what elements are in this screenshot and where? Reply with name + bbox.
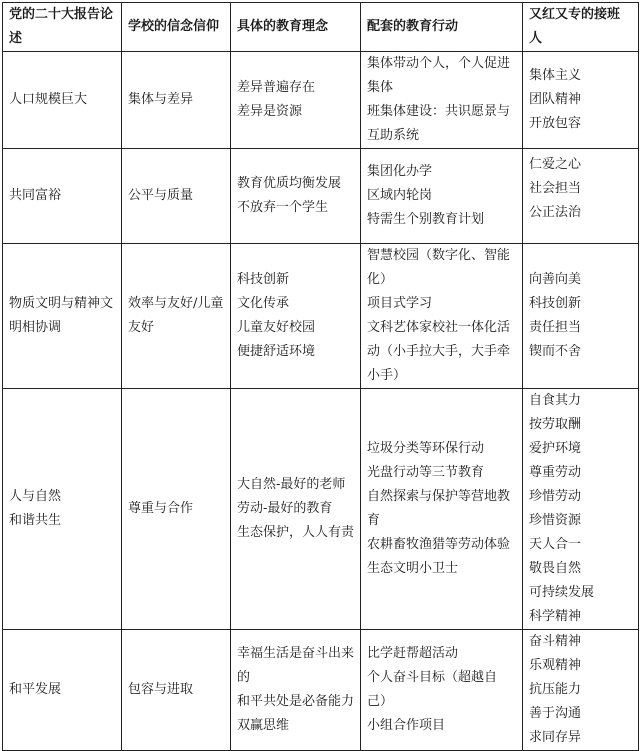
cell-successors xyxy=(523,389,639,630)
header-actions: 配套的教育行动 xyxy=(361,3,523,52)
idea-line: 儿童友好校园 xyxy=(237,320,316,335)
header-row xyxy=(3,3,639,52)
idea-line: 科技创新 xyxy=(237,272,290,287)
idea-line: 差异是资源 xyxy=(237,104,303,119)
cell-actions xyxy=(361,630,523,751)
successor-line: 爱护环境 xyxy=(529,441,582,456)
cell-ideas xyxy=(231,389,361,630)
cell-report xyxy=(3,389,122,630)
cell-actions xyxy=(361,389,523,630)
successor-line: 求同存异 xyxy=(529,730,582,745)
cell-successors xyxy=(523,244,639,389)
action-line: 农耕畜牧渔猎等劳动体验 xyxy=(367,537,511,552)
successor-line: 天人合一 xyxy=(529,537,582,552)
successor-line: 抗压能力 xyxy=(529,682,582,697)
cell-successors xyxy=(523,630,639,751)
idea-line: 教育优质均衡发展 xyxy=(237,176,342,191)
idea-line: 便捷舒适环境 xyxy=(237,344,316,359)
action-line: 集团化办学 xyxy=(367,164,433,179)
cell-belief: 尊重与合作 xyxy=(122,389,231,630)
cell-ideas xyxy=(231,244,361,389)
successor-line: 珍惜劳动 xyxy=(529,489,582,504)
table-row xyxy=(3,244,639,389)
cell-ideas xyxy=(231,149,361,244)
table-row xyxy=(3,52,639,149)
successor-line: 向善向美 xyxy=(529,272,582,287)
successor-line: 善于沟通 xyxy=(529,706,582,721)
successor-line: 自食其力 xyxy=(529,393,582,408)
cell-belief: 包容与进取 xyxy=(122,630,231,751)
cell-belief: 集体与差异 xyxy=(122,52,231,149)
successor-line: 乐观精神 xyxy=(529,658,582,673)
header-belief: 学校的信念信仰 xyxy=(122,3,231,52)
cell-belief: 效率与友好/儿童友好 xyxy=(122,244,231,389)
action-line: 自然探索与保护等营地教育 xyxy=(367,489,511,528)
successor-line: 科技创新 xyxy=(529,296,582,311)
table-row xyxy=(3,630,639,751)
cell-ideas xyxy=(231,52,361,149)
cell-report: 和平发展 xyxy=(3,630,122,751)
successor-line: 锲而不舍 xyxy=(529,344,582,359)
cell-actions xyxy=(361,244,523,389)
action-line: 区域内轮岗 xyxy=(367,188,433,203)
action-line: 光盘行动等三节教育 xyxy=(367,465,485,480)
action-line: 集体带动个人，个人促进集体 xyxy=(367,56,511,95)
action-line: 智慧校园（数字化、智能化） xyxy=(367,248,511,287)
cell-successors xyxy=(523,52,639,149)
successor-line: 仁爱之心 xyxy=(529,157,582,172)
successor-line: 科学精神 xyxy=(529,609,582,624)
cell-actions xyxy=(361,149,523,244)
cell-ideas xyxy=(231,630,361,751)
idea-line: 和平共处是必备能力 xyxy=(237,694,355,709)
idea-line: 生态保护，人人有责 xyxy=(237,525,355,540)
successor-line: 按劳取酬 xyxy=(529,417,582,432)
cell-report: 物质文明与精神文明相协调 xyxy=(3,244,122,389)
action-line: 生态文明小卫士 xyxy=(367,561,459,576)
idea-line: 大自然-最好的老师 xyxy=(237,477,346,492)
table-row xyxy=(3,149,639,244)
action-line: 项目式学习 xyxy=(367,296,433,311)
cell-belief: 公平与质量 xyxy=(122,149,231,244)
successor-line: 尊重劳动 xyxy=(529,465,582,480)
successor-line: 社会担当 xyxy=(529,181,582,196)
idea-line: 不放弃一个学生 xyxy=(237,200,329,215)
table-row xyxy=(3,389,639,630)
successor-line: 敬畏自然 xyxy=(529,561,582,576)
successor-line: 集体主义 xyxy=(529,68,582,83)
action-line: 比学赶帮超活动 xyxy=(367,646,459,661)
successor-line: 责任担当 xyxy=(529,320,582,335)
successor-line: 公正法治 xyxy=(529,205,582,220)
successor-line: 珍惜资源 xyxy=(529,513,582,528)
report-line: 和谐共生 xyxy=(9,513,62,528)
cell-successors xyxy=(523,149,639,244)
report-line: 人与自然 xyxy=(9,489,62,504)
action-line: 垃圾分类等环保行动 xyxy=(367,441,485,456)
successor-line: 开放包容 xyxy=(529,116,582,131)
cell-actions xyxy=(361,52,523,149)
action-line: 文科艺体家校社一体化活动（小手拉大手，大手牵小手） xyxy=(367,320,511,383)
header-successors: 又红又专的接班人 xyxy=(523,3,639,52)
header-report: 党的二十大报告论述 xyxy=(3,3,122,52)
idea-line: 差异普遍存在 xyxy=(237,80,316,95)
idea-line: 劳动-最好的教育 xyxy=(237,501,333,516)
successor-line: 团队精神 xyxy=(529,92,582,107)
successor-line: 可持续发展 xyxy=(529,585,595,600)
header-ideas: 具体的教育理念 xyxy=(231,3,361,52)
idea-line: 文化传承 xyxy=(237,296,290,311)
education-philosophy-table xyxy=(2,2,639,751)
action-line: 特需生个别教育计划 xyxy=(367,212,485,227)
cell-report: 人口规模巨大 xyxy=(3,52,122,149)
cell-report: 共同富裕 xyxy=(3,149,122,244)
successor-line: 奋斗精神 xyxy=(529,634,582,649)
action-line: 小组合作项目 xyxy=(367,718,446,733)
action-line: 班集体建设：共识愿景与互助系统 xyxy=(367,104,511,143)
idea-line: 双赢思维 xyxy=(237,718,290,733)
idea-line: 幸福生活是奋斗出来的 xyxy=(237,646,355,685)
action-line: 个人奋斗目标（超越自己） xyxy=(367,670,498,709)
